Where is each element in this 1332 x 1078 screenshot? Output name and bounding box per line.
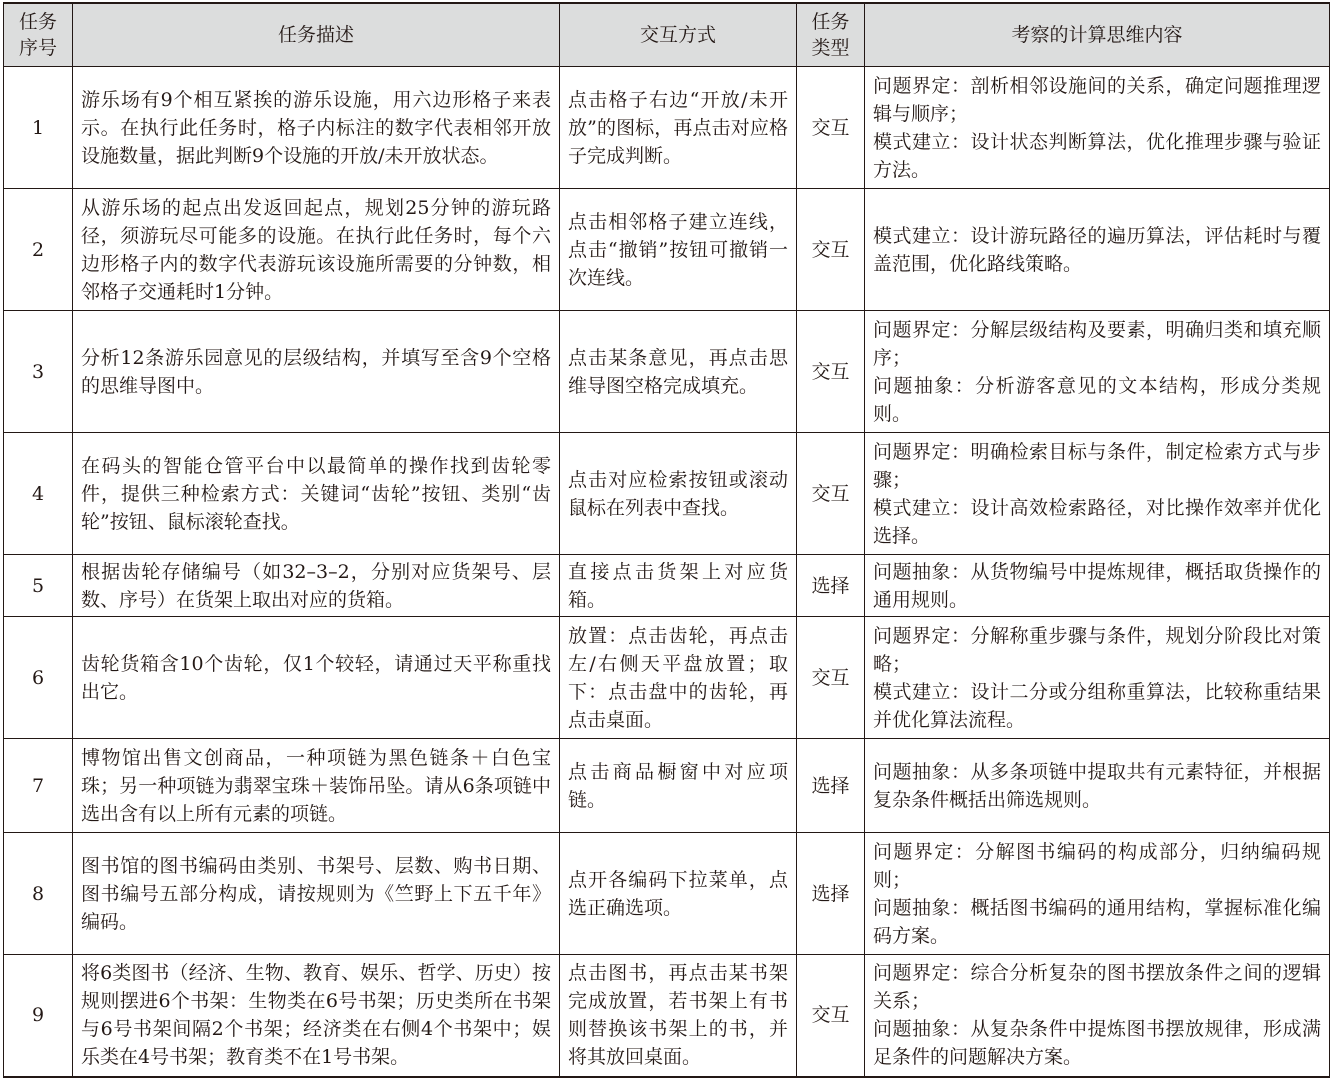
task-description-cell: 分析12条游乐园意见的层级结构，并填写至含9个空格的思维导图中。	[73, 311, 560, 433]
table-row	[4, 67, 1330, 189]
task-description-cell: 在码头的智能仓管平台中以最简单的操作找到齿轮零件，提供三种检索方式：关键词“齿轮”按钮、类别“齿轮”按钮、鼠标滚轮查找。	[73, 433, 560, 555]
table-row	[4, 955, 1330, 1077]
task-description-cell: 齿轮货箱含10个齿轮，仅1个较轻，请通过天平称重找出它。	[73, 617, 560, 739]
header-task-number: 任务 序号	[4, 3, 73, 67]
interaction-mode-cell: 点击图书，再点击某书架完成放置，若书架上有书则替换该书架上的书，并将其放回桌面。	[560, 955, 797, 1077]
task-description-cell: 图书馆的图书编码由类别、书架号、层数、购书日期、图书编号五部分构成，请按规则为《竺野上下五千年》编码。	[73, 833, 560, 955]
interaction-mode-cell: 点击格子右边“开放/未开放”的图标，再点击对应格子完成判断。	[560, 67, 797, 189]
task-type-cell: 交互	[797, 955, 865, 1077]
interaction-mode-cell: 点击某条意见，再点击思维导图空格完成填充。	[560, 311, 797, 433]
header-row	[4, 3, 1330, 67]
task-number-cell: 2	[4, 189, 73, 311]
thinking-item: 模式建立：设计高效检索路径，对比操作效率并优化选择。	[873, 496, 1321, 547]
task-type-cell: 交互	[797, 189, 865, 311]
computational-thinking-cell	[865, 311, 1330, 433]
computational-thinking-cell	[865, 67, 1330, 189]
task-type-cell: 交互	[797, 433, 865, 555]
thinking-item: 问题界定：综合分析复杂的图书摆放条件之间的逻辑关系；	[873, 962, 1321, 1013]
header-task-type: 任务 类型	[797, 3, 865, 67]
thinking-item: 问题抽象：从多条项链中提取共有元素特征，并根据复杂条件概括出筛选规则。	[873, 760, 1321, 811]
thinking-item: 问题界定：分解称重步骤与条件，规划分阶段比对策略；	[873, 624, 1321, 675]
task-number-cell: 5	[4, 555, 73, 617]
table-row	[4, 833, 1330, 955]
task-type-cell: 选择	[797, 739, 865, 833]
task-number-cell: 7	[4, 739, 73, 833]
table-row	[4, 555, 1330, 617]
computational-thinking-cell	[865, 955, 1330, 1077]
task-description-cell: 游乐场有9个相互紧挨的游乐设施，用六边形格子来表示。在执行此任务时，格子内标注的数字代表相邻开放设施数量，据此判断9个设施的开放/未开放状态。	[73, 67, 560, 189]
interaction-mode-cell: 点击对应检索按钮或滚动鼠标在列表中查找。	[560, 433, 797, 555]
task-type-cell: 选择	[797, 833, 865, 955]
header-task-description: 任务描述	[73, 3, 560, 67]
header-computational-thinking: 考察的计算思维内容	[865, 3, 1330, 67]
computational-thinking-cell	[865, 189, 1330, 311]
thinking-item: 模式建立：设计状态判断算法，优化推理步骤与验证方法。	[873, 130, 1321, 181]
task-number-cell: 3	[4, 311, 73, 433]
computational-thinking-cell	[865, 433, 1330, 555]
table-row	[4, 433, 1330, 555]
thinking-item: 模式建立：设计游玩路径的遍历算法，评估耗时与覆盖范围，优化路线策略。	[873, 224, 1321, 275]
task-type-cell: 交互	[797, 617, 865, 739]
computational-thinking-cell	[865, 833, 1330, 955]
computational-thinking-cell	[865, 617, 1330, 739]
task-type-cell: 交互	[797, 311, 865, 433]
thinking-item: 模式建立：设计二分或分组称重算法，比较称重结果并优化算法流程。	[873, 680, 1321, 731]
task-number-cell: 6	[4, 617, 73, 739]
task-description-cell: 从游乐场的起点出发返回起点，规划25分钟的游玩路径，须游玩尽可能多的设施。在执行此任务时，每个六边形格子内的数字代表游玩该设施所需要的分钟数，相邻格子交通耗时1分钟。	[73, 189, 560, 311]
interaction-mode-cell: 放置：点击齿轮，再点击左/右侧天平盘放置；取下：点击盘中的齿轮，再点击桌面。	[560, 617, 797, 739]
task-number-cell: 4	[4, 433, 73, 555]
thinking-item: 问题抽象：从货物编号中提炼规律，概括取货操作的通用规则。	[873, 560, 1321, 611]
task-description-cell: 根据齿轮存储编号（如32–3–2，分别对应货架号、层数、序号）在货架上取出对应的货箱。	[73, 555, 560, 617]
interaction-mode-cell: 直接点击货架上对应货箱。	[560, 555, 797, 617]
table-row	[4, 617, 1330, 739]
task-number-cell: 9	[4, 955, 73, 1077]
task-table	[3, 2, 1330, 1078]
interaction-mode-cell: 点击商品橱窗中对应项链。	[560, 739, 797, 833]
task-number-cell: 8	[4, 833, 73, 955]
table-header	[4, 3, 1330, 67]
computational-thinking-cell	[865, 555, 1330, 617]
task-number-cell: 1	[4, 67, 73, 189]
computational-thinking-cell	[865, 739, 1330, 833]
thinking-item: 问题界定：剖析相邻设施间的关系，确定问题推理逻辑与顺序；	[873, 74, 1321, 125]
interaction-mode-cell: 点开各编码下拉菜单，点选正确选项。	[560, 833, 797, 955]
thinking-item: 问题抽象：从复杂条件中提炼图书摆放规律，形成满足条件的问题解决方案。	[873, 1018, 1321, 1069]
header-interaction-mode: 交互方式	[560, 3, 797, 67]
table-row	[4, 189, 1330, 311]
table-row	[4, 311, 1330, 433]
task-type-cell: 交互	[797, 67, 865, 189]
thinking-item: 问题抽象：概括图书编码的通用结构，掌握标准化编码方案。	[873, 896, 1321, 947]
table-row	[4, 739, 1330, 833]
table-body	[4, 67, 1330, 1077]
thinking-item: 问题抽象：分析游客意见的文本结构，形成分类规则。	[873, 374, 1321, 425]
thinking-item: 问题界定：分解图书编码的构成部分，归纳编码规则；	[873, 840, 1321, 891]
thinking-item: 问题界定：分解层级结构及要素，明确归类和填充顺序；	[873, 318, 1321, 369]
interaction-mode-cell: 点击相邻格子建立连线，点击“撤销”按钮可撤销一次连线。	[560, 189, 797, 311]
task-description-cell: 博物馆出售文创商品，一种项链为黑色链条＋白色宝珠；另一种项链为翡翠宝珠＋装饰吊坠。请从6条项链中选出含有以上所有元素的项链。	[73, 739, 560, 833]
thinking-item: 问题界定：明确检索目标与条件，制定检索方式与步骤；	[873, 440, 1321, 491]
task-type-cell: 选择	[797, 555, 865, 617]
task-description-cell: 将6类图书（经济、生物、教育、娱乐、哲学、历史）按规则摆进6个书架：生物类在6号书架；历史类所在书架与6号书架间隔2个书架；经济类在右侧4个书架中；娱乐类在4号书架；教育类不在1号书架。	[73, 955, 560, 1077]
